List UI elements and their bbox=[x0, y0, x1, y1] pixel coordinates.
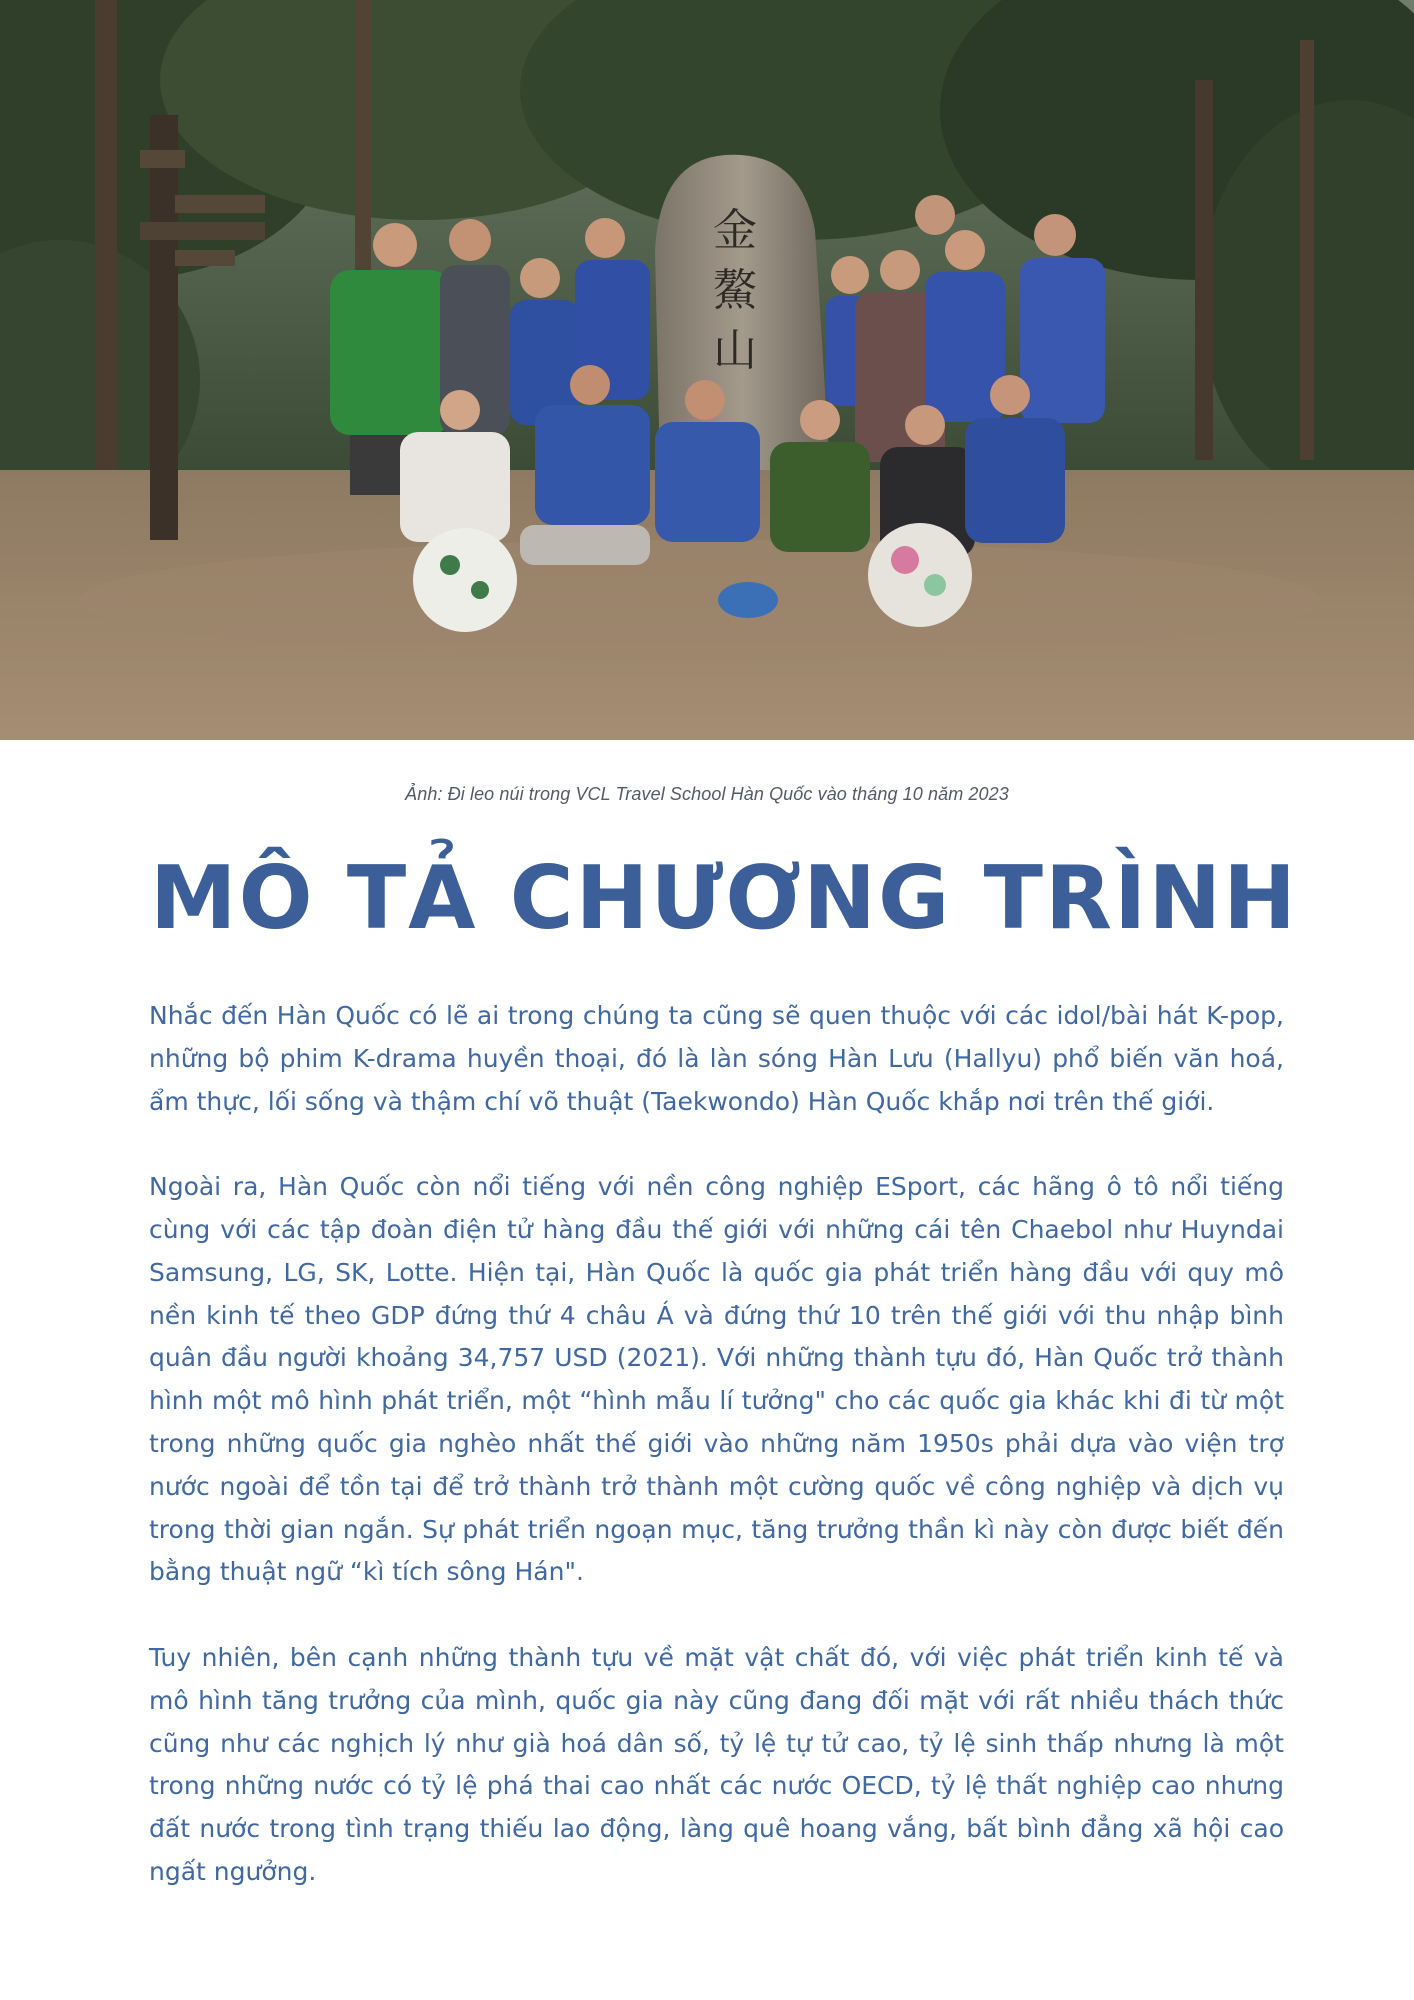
paragraph-economy: Ngoài ra, Hàn Quốc còn nổi tiếng với nền công nghiệp ESport, các hãng ô tô nổi tiếng cùng với các tập đoàn điện tử hàng đầu thế giới với những cái tên Chaebol như Huyndai Samsung, LG, SK, Lotte. Hiện tại, Hàn Quốc là quốc gia phát triển hàng đầu với quy mô nền kinh tế theo GDP đứng thứ 4 châu Á và đứng thứ 10 trên thế giới với thu nhập bình quân đầu người khoảng 34,757 USD (2021). Với những thành tựu đó, Hàn Quốc trở thành hình một mô hình phát triển, một “hình mẫu lí tưởng" cho các quốc gia khác khi đi từ một trong những quốc gia nghèo nhất thế giới vào những năm 1950s phải dựa vào viện trợ nước ngoài để tồn tại để trở thành trở thành một cường quốc về công nghiệp và dịch vụ trong thời gian ngắn. Sự phát triển ngoạn mục, tăng trưởng thần kì này còn được biết đến bằng thuật ngữ “kì tích sông Hán". bbox=[149, 1172, 1284, 1587]
page-title: MÔ TẢ CHƯƠNG TRÌNH bbox=[150, 847, 1298, 949]
svg-text:鰲: 鰲 bbox=[713, 265, 757, 316]
photo-caption: Ảnh: Đi leo núi trong VCL Travel School Hàn Quốc vào tháng 10 năm 2023 bbox=[405, 784, 1009, 804]
photo-illustration bbox=[0, 0, 1414, 740]
svg-text:山: 山 bbox=[713, 325, 757, 376]
paragraph-intro: Nhắc đến Hàn Quốc có lẽ ai trong chúng ta cũng sẽ quen thuộc với các idol/bài hát K-pop, những bộ phim K-drama huyền thoại, đó là làn sóng Hàn Lưu (Hallyu) phổ biến văn hoá, ẩm thực, lối sống và thậm chí võ thuật (Taekwondo) Hàn Quốc khắp nơi trên thế giới. bbox=[149, 1001, 1284, 1116]
paragraph-challenges: Tuy nhiên, bên cạnh những thành tựu về mặt vật chất đó, với việc phát triển kinh tế và mô hình tăng trưởng của mình, quốc gia này cũng đang đối mặt với rất nhiều thách thức cũng như các nghịch lý như già hoá dân số, tỷ lệ tự tử cao, tỷ lệ sinh thấp nhưng là một trong những nước có tỷ lệ phá thai cao nhất các nước OECD, tỷ lệ thất nghiệp cao nhưng đất nước trong tình trạng thiếu lao động, làng quê hoang vắng, bất bình đẳng xã hội cao ngất ngưởng. bbox=[149, 1642, 1284, 1886]
group-photo bbox=[0, 0, 1414, 740]
program-description bbox=[149, 995, 1284, 1937]
svg-text:金: 金 bbox=[713, 205, 757, 256]
